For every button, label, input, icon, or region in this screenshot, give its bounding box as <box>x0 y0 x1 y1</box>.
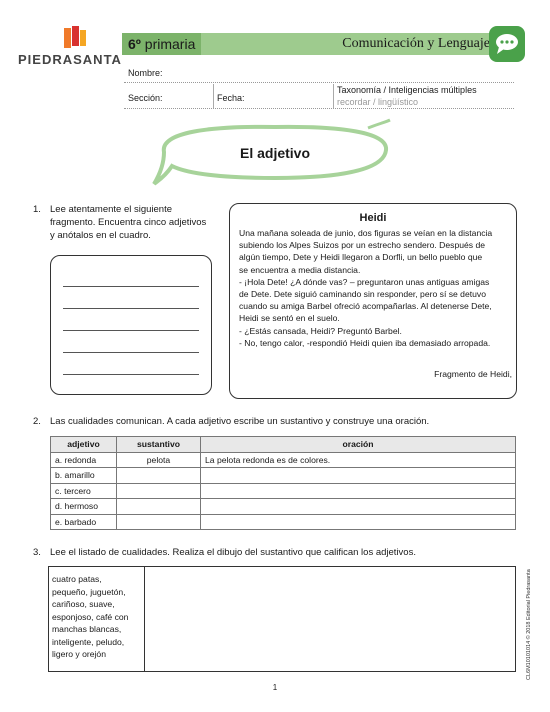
sentence-cell[interactable] <box>201 499 516 515</box>
adjectives-table <box>50 436 516 530</box>
column-header: oración <box>201 437 516 453</box>
name-line[interactable] <box>124 82 514 83</box>
quality-line: cuatro patas, <box>52 574 102 584</box>
section2-number: 2. <box>33 416 41 427</box>
story-source: Fragmento de Heidi, <box>434 369 512 379</box>
page-number: 1 <box>272 683 278 692</box>
piedrasanta-logo-icon <box>64 26 86 50</box>
answer-line[interactable] <box>63 330 199 331</box>
table-row <box>51 452 516 468</box>
adjective-cell: e. barbado <box>51 514 117 530</box>
story-line: Una mañana soleada de junio, dos figuras se veían en la distancia <box>239 228 493 238</box>
grade-number: 6º <box>128 36 141 52</box>
quality-line: inteligente, peludo, <box>52 636 125 647</box>
chat-bubble-icon <box>489 26 525 62</box>
story-line: se encuentra a media distancia. <box>239 264 361 275</box>
section3-number: 3. <box>33 547 41 558</box>
noun-cell[interactable]: pelota <box>117 452 201 468</box>
story-text <box>239 227 511 349</box>
grade-label <box>122 33 201 55</box>
adjective-cell: a. redonda <box>51 452 117 468</box>
column-header: adjetivo <box>51 437 117 453</box>
adjective-cell: c. tercero <box>51 483 117 499</box>
story-line: de Dete. Dete siguió caminando sin responder, pero sí se detuvo <box>239 289 486 300</box>
section1-instruction: Lee atentamente el siguiente fragmento. Encuentra cinco adjetivos y anótalos en el cuadro. <box>50 204 207 241</box>
quality-line: ligero y orejón <box>52 649 106 659</box>
column-header: sustantivo <box>117 437 201 453</box>
story-title: Heidi <box>359 212 387 224</box>
story-line: - ¡Hola Dete! ¿A dónde vas? – preguntaron unas antiguas amigas <box>239 276 490 287</box>
date-label: Fecha: <box>217 93 245 103</box>
story-line: - ¿Estás cansada, Heidi? Preguntó Barbel. <box>239 325 402 336</box>
table-row <box>51 468 516 484</box>
answer-line[interactable] <box>63 286 199 287</box>
drawing-box-divider <box>144 566 145 672</box>
answer-line[interactable] <box>63 308 199 309</box>
sentence-cell[interactable] <box>201 514 516 530</box>
story-line: cuando su amiga Barbel ofreció acompañarlas. Al detenerse Dete, <box>239 301 492 312</box>
section-date-line <box>124 108 514 109</box>
section2-instruction: Las cualidades comunican. A cada adjetivo escribe un sustantivo y construye una oración. <box>50 416 430 427</box>
noun-cell[interactable] <box>117 468 201 484</box>
story-line: subiendo los Alpes Suizos por un estrecho sendero. Después de <box>239 240 486 251</box>
taxonomy-label: Taxonomía / Inteligencias múltiples <box>337 85 477 95</box>
field-divider <box>213 84 214 108</box>
sentence-cell[interactable]: La pelota redonda es de colores. <box>201 452 516 468</box>
brand-name: PIEDRASANTA <box>18 52 122 67</box>
quality-line: pequeño, juguetón, <box>52 586 126 597</box>
qualities-list <box>52 573 144 661</box>
adjectives-box[interactable] <box>50 255 212 395</box>
answer-line[interactable] <box>63 374 199 375</box>
quality-line: manchas blancas, <box>52 624 122 634</box>
field-divider <box>333 84 334 108</box>
sentence-cell[interactable] <box>201 468 516 484</box>
sentence-cell[interactable] <box>201 483 516 499</box>
story-line: algún tiempo, Dete y Heidi llegaron a Dorfli, un bello pueblo que <box>239 252 483 263</box>
table-header-row <box>51 437 516 453</box>
adjective-cell: d. hermoso <box>51 499 117 515</box>
noun-cell[interactable] <box>117 499 201 515</box>
table-row <box>51 483 516 499</box>
section3-instruction: Lee el listado de cualidades. Realiza el dibujo del sustantivo que califican los adjetivos. <box>50 547 416 558</box>
quality-line: cariñoso, suave, <box>52 599 115 609</box>
section-label: Sección: <box>128 93 163 103</box>
section1-number: 1. <box>33 204 41 215</box>
noun-cell[interactable] <box>117 514 201 530</box>
quality-line: esponjoso, café con <box>52 611 129 622</box>
answer-line[interactable] <box>63 352 199 353</box>
noun-cell[interactable] <box>117 483 201 499</box>
name-label: Nombre: <box>128 68 163 78</box>
copyright-code: CL6M10101014 © 2018 Editorial Piedrasanta <box>526 569 532 680</box>
adjective-cell: b. amarillo <box>51 468 117 484</box>
story-line: Heidi se sentó en el suelo. <box>239 313 340 324</box>
story-line: - No, tengo calor, -respondió Heidi quien iba demasiado arropada. <box>239 337 491 348</box>
taxonomy-values: recordar / lingüístico <box>337 97 419 107</box>
table-row <box>51 499 516 515</box>
subject-title: Comunicación y Lenguaje <box>342 36 490 51</box>
table-row <box>51 514 516 530</box>
grade-level: primaria <box>144 36 196 52</box>
page-title: El adjetivo <box>239 145 311 161</box>
